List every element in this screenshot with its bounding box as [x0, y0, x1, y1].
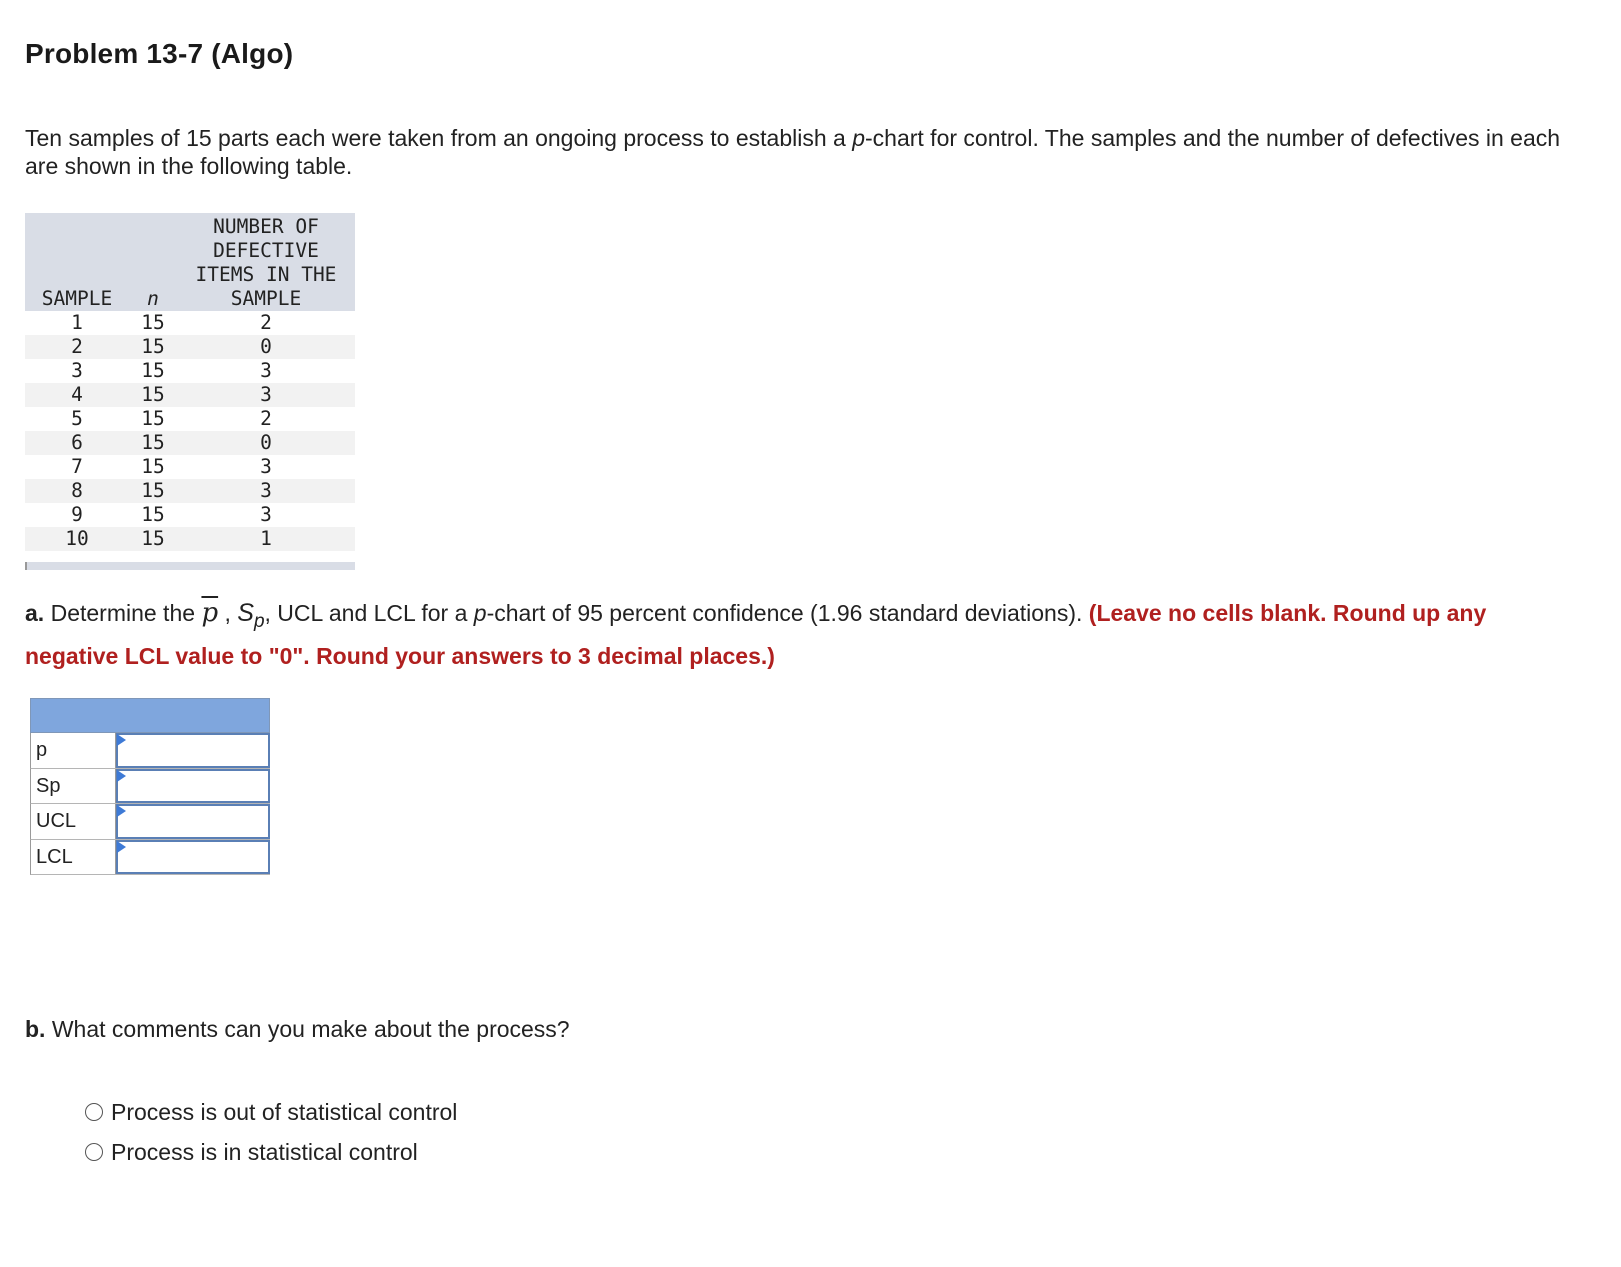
table-row	[25, 479, 355, 503]
problem-intro	[25, 124, 1585, 180]
part-b-options	[85, 1092, 457, 1172]
sp-main: S	[237, 599, 254, 627]
answer-table	[30, 698, 270, 875]
cell-n: 15	[141, 503, 165, 526]
part-a-label: a.	[25, 600, 45, 626]
cell-sample: 5	[71, 407, 83, 430]
option-label: Process is out of statistical control	[111, 1098, 458, 1125]
answer-cell-lcl	[116, 840, 270, 875]
part-a-italic-p: p	[473, 600, 487, 626]
answer-cell-ucl	[116, 804, 270, 839]
answer-label-ucl: UCL	[31, 804, 116, 839]
table-footer-bar	[25, 562, 355, 570]
cell-marker-icon	[117, 805, 126, 817]
defects-table-header-row	[25, 213, 355, 311]
part-a-comma: ,	[218, 600, 238, 626]
sp-symbol	[237, 599, 265, 632]
table-row	[25, 335, 355, 359]
answer-label-p: p	[31, 733, 116, 768]
option-in-control[interactable]	[85, 1132, 457, 1172]
header-defects	[177, 213, 355, 311]
table-row	[25, 311, 355, 335]
part-a-text-3: -chart of 95 percent confidence (1.96 standard deviations).	[486, 600, 1089, 626]
intro-text-2: -chart for control. The samples and the number of defectives in each are shown in the following table.	[25, 125, 1561, 179]
cell-n: 15	[141, 407, 165, 430]
table-row	[25, 383, 355, 407]
cell-defects: 2	[260, 407, 272, 430]
header-defects-line-4: SAMPLE	[230, 287, 302, 310]
cell-sample: 4	[25, 383, 129, 407]
lcl-input[interactable]	[116, 840, 270, 875]
cell-defects: 3	[260, 455, 272, 478]
cell-defects: 0	[177, 431, 355, 455]
intro-text-1: Ten samples of 15 parts each were taken from an ongoing process to establish a	[25, 125, 853, 151]
answer-label-sp: Sp	[31, 769, 116, 804]
part-a-text-2: , UCL and LCL for a	[264, 600, 474, 626]
ucl-input[interactable]	[116, 804, 270, 839]
header-defects-line-3: ITEMS IN THE	[195, 263, 337, 286]
cell-defects: 3	[260, 503, 272, 526]
part-a-instructions: (Leave no cells blank. Round up any negative LCL value to "0". Round your answers to 3 decimal places.)	[25, 600, 1487, 669]
sp-sub: p	[253, 611, 265, 632]
cell-n: 15	[129, 335, 177, 359]
header-n: n	[129, 213, 177, 311]
cell-marker-icon	[117, 841, 126, 853]
header-defects-line-1: NUMBER OF	[213, 215, 319, 238]
header-defects-line-2: DEFECTIVE	[213, 239, 319, 262]
sp-input[interactable]	[116, 769, 270, 804]
table-row	[25, 503, 355, 527]
part-a-question	[25, 596, 1585, 673]
p-input[interactable]	[116, 733, 270, 768]
answer-cell-sp	[116, 769, 270, 804]
cell-sample: 7	[71, 455, 83, 478]
cell-defects: 2	[260, 311, 272, 334]
table-row	[25, 407, 355, 431]
radio-icon[interactable]	[85, 1143, 103, 1161]
cell-n: 15	[129, 431, 177, 455]
cell-marker-icon	[117, 770, 126, 782]
cell-n: 15	[129, 383, 177, 407]
cell-defects: 1	[177, 527, 355, 551]
table-row	[25, 431, 355, 455]
cell-defects: 0	[177, 335, 355, 359]
cell-sample: 6	[25, 431, 129, 455]
table-row	[25, 455, 355, 479]
answer-row-sp	[30, 769, 270, 805]
table-row	[25, 359, 355, 383]
defects-table-container	[25, 213, 355, 570]
defects-table	[25, 213, 355, 551]
answer-label-lcl: LCL	[31, 840, 116, 875]
cell-n: 15	[141, 311, 165, 334]
part-b-text: What comments can you make about the process?	[45, 1016, 570, 1042]
option-label: Process is in statistical control	[111, 1138, 418, 1165]
cell-n: 15	[141, 455, 165, 478]
table-row	[25, 527, 355, 551]
cell-sample: 9	[71, 503, 83, 526]
part-b-question	[25, 1013, 570, 1045]
header-sample: SAMPLE	[25, 213, 129, 311]
page-title: Problem 13-7 (Algo)	[25, 38, 294, 69]
cell-n: 15	[141, 359, 165, 382]
cell-n: 15	[129, 479, 177, 503]
cell-defects: 3	[177, 479, 355, 503]
option-out-of-control[interactable]	[85, 1092, 457, 1132]
cell-sample: 8	[25, 479, 129, 503]
cell-sample: 1	[71, 311, 83, 334]
answer-table-header	[30, 698, 270, 733]
answer-row-p	[30, 733, 270, 769]
answer-row-ucl	[30, 804, 270, 840]
cell-n: 15	[129, 527, 177, 551]
p-bar-symbol: $\overline{p}$	[201, 598, 219, 628]
answer-cell-p	[116, 733, 270, 768]
cell-sample: 2	[25, 335, 129, 359]
cell-marker-icon	[117, 734, 126, 746]
intro-italic-p: p	[852, 125, 865, 151]
cell-sample: 10	[25, 527, 129, 551]
part-a-text-1: Determine the	[44, 600, 202, 626]
answer-row-lcl	[30, 840, 270, 876]
radio-icon[interactable]	[85, 1103, 103, 1121]
cell-defects: 3	[177, 383, 355, 407]
cell-sample: 3	[71, 359, 83, 382]
cell-defects: 3	[260, 359, 272, 382]
part-b-label: b.	[25, 1016, 46, 1042]
